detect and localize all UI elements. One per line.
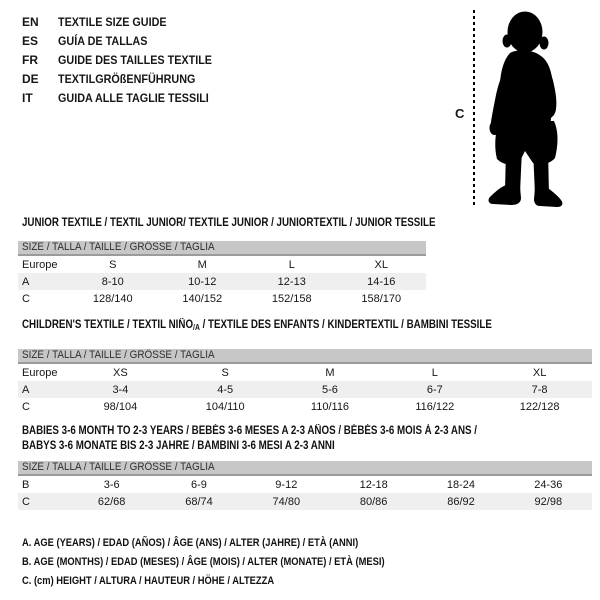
table-row — [18, 493, 592, 510]
size-table-wrap — [18, 349, 592, 415]
language-title — [58, 70, 211, 89]
language-title-text: GUIDA ALLE TAGLIE TESSILI — [58, 91, 209, 105]
value-cell: 12-18 — [359, 478, 388, 491]
value-cell: 10-12 — [188, 275, 217, 288]
table-header-bar — [18, 241, 426, 256]
size-table — [18, 476, 592, 510]
size-table-wrap — [18, 241, 426, 307]
value-cell: 18-24 — [446, 478, 476, 491]
section-babies — [18, 424, 592, 510]
row-label: A — [22, 383, 30, 396]
table-header-bar — [18, 461, 592, 476]
table-row — [18, 256, 426, 273]
language-row — [22, 51, 229, 70]
legend-line-text: A. AGE (YEARS) / EDAD (AÑOS) / ÂGE (ANS) / ALTER (JAHRE) / ETÀ (ANNI) — [22, 537, 359, 549]
value-cell: 3-4 — [112, 383, 129, 396]
table-header-label: SIZE / TALLA / TAILLE / GRÖSSE / TAGLIA — [22, 241, 215, 253]
table-header-label: SIZE / TALLA / TAILLE / GRÖSSE / TAGLIA — [22, 349, 215, 361]
row-label: C — [22, 495, 30, 508]
section-junior — [18, 216, 508, 307]
table-body — [18, 476, 592, 510]
heading-part: CHILDREN'S TEXTILE / TEXTIL NIÑO — [22, 319, 194, 331]
value-cell: 3-6 — [103, 478, 120, 491]
heading-subscript: /A — [193, 323, 200, 332]
size-table — [18, 364, 592, 415]
legend-line — [22, 553, 449, 572]
language-title — [58, 32, 157, 51]
language-title — [58, 51, 229, 70]
figure-height-label: C — [455, 106, 465, 121]
table-row — [18, 290, 426, 307]
baby-silhouette-image — [481, 9, 569, 208]
language-title-text: GUÍA DE TALLAS — [58, 34, 148, 48]
table-row — [18, 273, 426, 290]
size-table-wrap — [18, 461, 592, 510]
value-cell: 4-5 — [217, 383, 234, 396]
value-cell: 110/116 — [310, 400, 350, 413]
row-label: A — [22, 275, 30, 288]
language-code: DE — [22, 72, 39, 86]
value-cell: 86/92 — [447, 495, 475, 508]
section-heading — [18, 439, 592, 454]
language-code: EN — [22, 15, 39, 29]
value-cell: M — [197, 258, 207, 271]
language-row — [22, 89, 229, 108]
table-row — [18, 476, 592, 493]
value-cell: XL — [532, 366, 547, 379]
value-cell: L — [431, 366, 438, 379]
heading-part: / TEXTILE DES ENFANTS / KINDERTEXTIL / BAMBINI TESSILE — [199, 319, 492, 331]
table-body — [18, 256, 426, 307]
legend-line — [22, 572, 449, 591]
value-cell: XL — [374, 258, 388, 271]
language-row — [22, 13, 229, 32]
value-cell: S — [221, 366, 229, 379]
value-cell: 6-9 — [191, 478, 207, 491]
value-cell: 128/140 — [92, 292, 133, 305]
language-title — [58, 89, 226, 108]
value-cell: 62/68 — [97, 495, 126, 508]
language-title-text: GUIDE DES TAILLES TEXTILE — [58, 53, 213, 67]
heading-part: BABYS 3-6 MONATE BIS 2-3 JAHRE / BAMBINI 3-6 MESI A 2-3 ANNI — [22, 440, 335, 452]
heading-part: JUNIOR TEXTILE / TEXTIL JUNIOR/ TEXTILE JUNIOR / JUNIORTEXTIL / JUNIOR TESSILE — [22, 217, 436, 229]
value-cell: 8-10 — [101, 275, 124, 288]
language-title-text: TEXTILGRÖßENFÜHRUNG — [58, 72, 196, 86]
value-cell: 24-36 — [534, 478, 563, 491]
row-label: B — [22, 478, 30, 491]
value-cell: 122/128 — [519, 400, 560, 413]
table-header-bar — [18, 349, 592, 364]
language-code: IT — [22, 91, 33, 105]
value-cell: 152/158 — [271, 292, 312, 305]
section-heading-text — [22, 318, 492, 335]
language-code: ES — [22, 34, 39, 48]
language-code: FR — [22, 53, 38, 67]
value-cell: 9-12 — [275, 478, 298, 491]
table-header-label: SIZE / TALLA / TAILLE / GRÖSSE / TAGLIA — [22, 461, 215, 473]
legend-line-text: B. AGE (MONTHS) / EDAD (MESES) / ÂGE (MOIS) / ALTER (MONATE) / ETÀ (MESI) — [22, 556, 385, 568]
heading-part: BABIES 3-6 MONTH TO 2-3 YEARS / BEBÉS 3-6 MESES A 2-3 AÑOS / BÉBÉS 3-6 MOIS À 2-3 ANS / — [22, 425, 478, 437]
value-cell: XS — [113, 366, 128, 379]
language-row — [22, 32, 229, 51]
value-cell: 158/170 — [361, 292, 402, 305]
size-table — [18, 256, 426, 307]
table-row — [18, 364, 592, 381]
value-cell: 92/98 — [534, 495, 563, 508]
height-measure-dashed-line — [473, 10, 475, 207]
value-cell: L — [288, 258, 295, 271]
language-list — [22, 13, 229, 108]
value-cell: 12-13 — [277, 275, 306, 288]
section-heading — [18, 216, 508, 231]
value-cell: 140/152 — [182, 292, 223, 305]
value-cell: S — [109, 258, 117, 271]
baby-head — [508, 12, 543, 53]
value-cell: 98/104 — [103, 400, 138, 413]
value-cell: 74/80 — [272, 495, 301, 508]
value-cell: 5-6 — [322, 383, 338, 396]
value-cell: 68/74 — [185, 495, 213, 508]
legend-line-text: C. (cm) HEIGHT / ALTURA / HAUTEUR / HÖHE / ALTEZZA — [22, 575, 275, 587]
value-cell: M — [325, 366, 335, 379]
row-label: C — [22, 292, 30, 305]
language-row — [22, 70, 229, 89]
value-cell: 80/86 — [359, 495, 388, 508]
language-title — [58, 13, 179, 32]
section-children — [18, 318, 592, 415]
section-heading-text — [22, 439, 335, 454]
section-heading — [18, 424, 592, 439]
row-label: Europe — [22, 366, 58, 379]
legend-line — [22, 534, 449, 553]
row-label: Europe — [22, 258, 58, 271]
value-cell: 7-8 — [531, 383, 548, 396]
section-heading-text — [22, 216, 436, 231]
value-cell: 104/110 — [205, 400, 245, 413]
row-label: C — [22, 400, 30, 413]
value-cell: 6-7 — [426, 383, 443, 396]
table-body — [18, 364, 592, 415]
value-cell: 14-16 — [367, 275, 396, 288]
table-row — [18, 398, 592, 415]
measurement-legend — [22, 534, 449, 591]
value-cell: 116/122 — [415, 400, 455, 413]
language-title-text: TEXTILE SIZE GUIDE — [58, 15, 167, 29]
section-heading-text — [22, 424, 477, 439]
section-heading — [18, 318, 592, 335]
table-row — [18, 381, 592, 398]
